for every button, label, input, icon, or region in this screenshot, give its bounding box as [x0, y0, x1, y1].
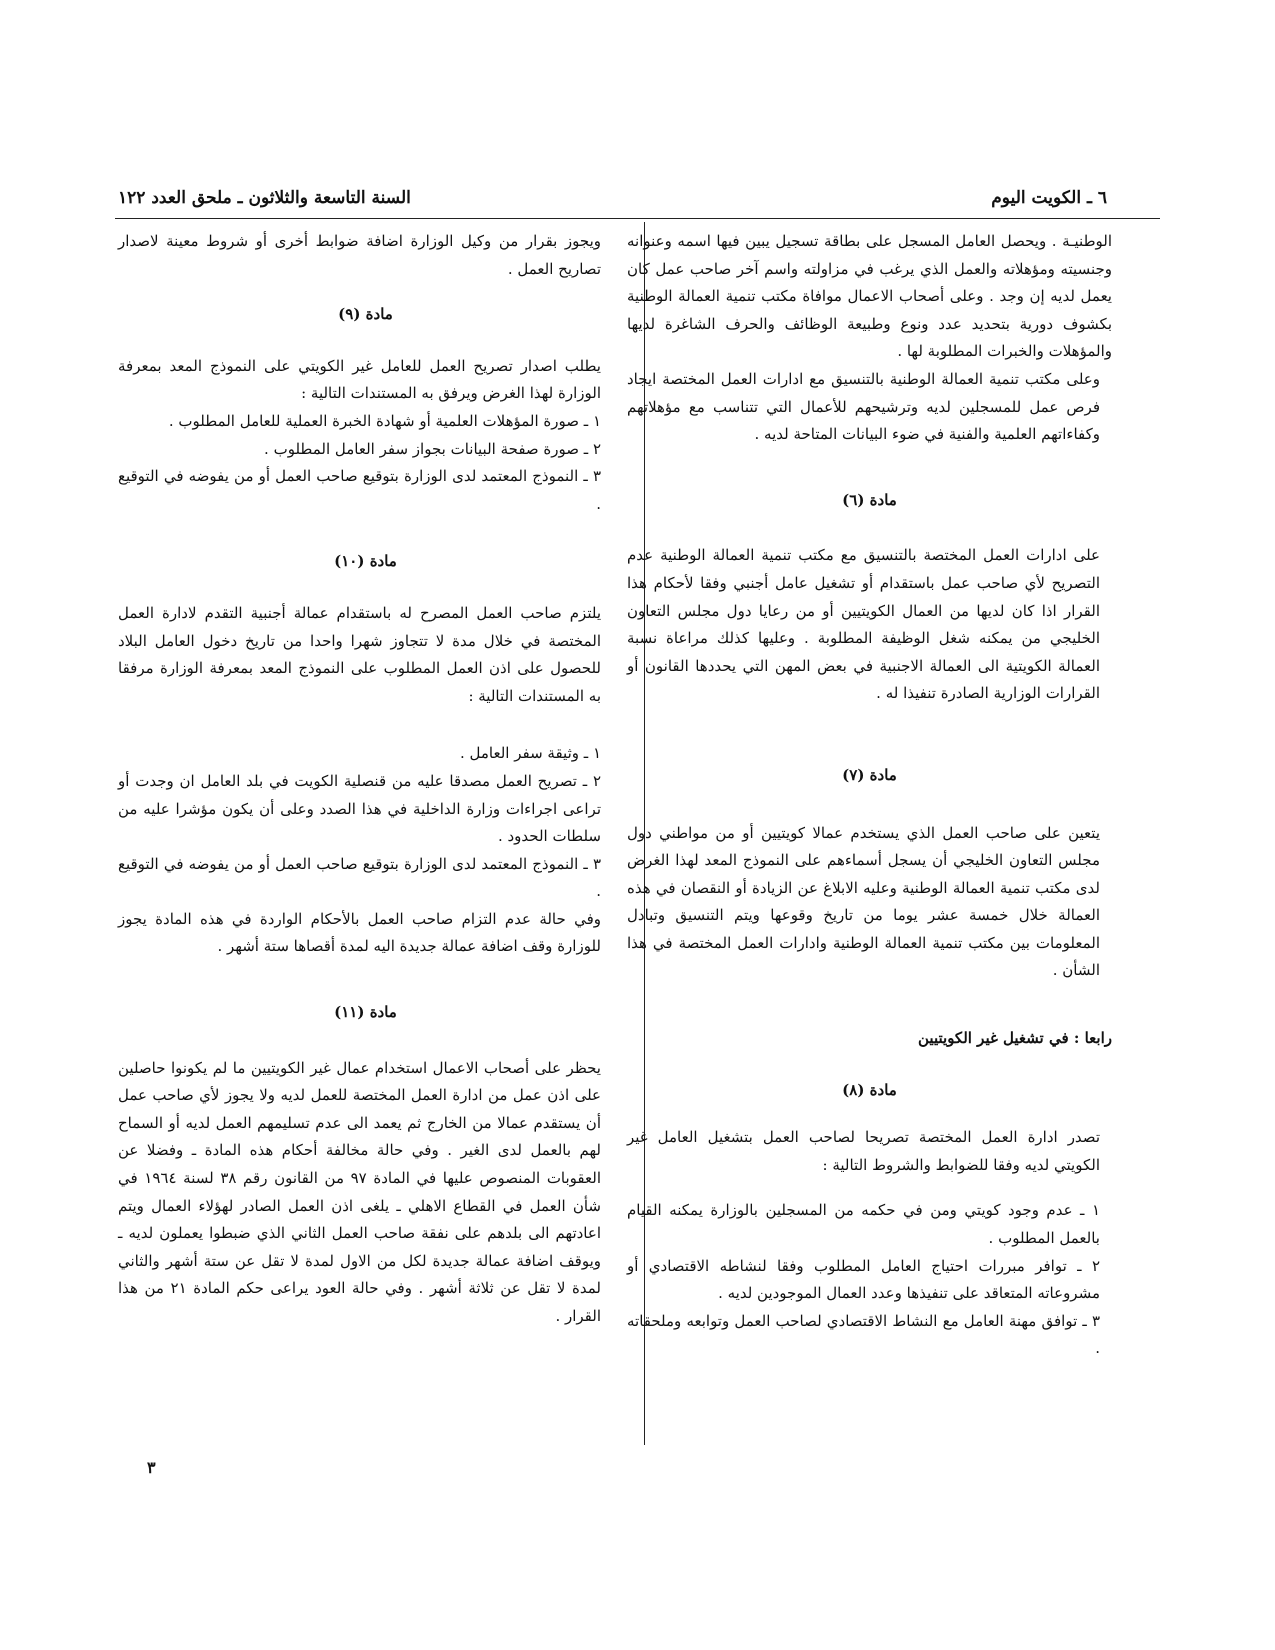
article-heading: مادة (٦): [842, 490, 897, 509]
left-column: [118, 228, 613, 1331]
list-item: ٣ ـ توافق مهنة العامل مع النشاط الاقتصادي لصاحب العمل وتوابعه وملحقاته .: [627, 1311, 1100, 1358]
paragraph: يتعين على صاحب العمل الذي يستخدم عمالا كويتيين أو من مواطني دول مجلس التعاون الخليجي أن يسجل أسماءهم على النموذج المعد لهذا الغرض لدى مكتب تنمية العمالة الوطنية وعليه الابلاغ عن الزيادة أو النقصان في هذه العمالة خلال خمسة عشر يوما من تاريخ وقوعها ويتم التنسيق وتبادل المعلومات بين مكتب تنمية العمالة الوطنية وادارات العمل المختصة في هذا الشأن .: [627, 823, 1100, 980]
list-item: ١ ـ وثيقة سفر العامل .: [459, 744, 601, 763]
section-heading: رابعا : في تشغيل غير الكويتيين: [918, 1029, 1112, 1048]
article-heading: مادة (٧): [842, 765, 897, 784]
paragraph: يحظر على أصحاب الاعمال استخدام عمال غير الكويتيين ما لم يكونوا حاصلين على اذن عمل من ادارة العمل المختصة للعمل لديه ولا يجوز لأي صاحب عمل أن يستقدم عمالا من الخارج ثم يعمد الى عدم تسليمهم العمل لديه أو السماح لهم بالعمل لدى الغير . وفي حالة مخالفة أحكام هذه المادة ـ وفضلا عن العقوبات المنصوص عليها في المادة ٩٧ من القانون رقم ٣٨ لسنة ١٩٦٤ في شأن العمل في القطاع الاهلي ـ يلغى اذن العمل الصادر لهؤلاء العمال ويتم اعادتهم الى بلدهم على نفقة صاحب العمل الثاني الذي ضبطوا يعملون لديه ـ ويوقف اضافة عمالة جديدة لكل من الاول لمدة لا تقل عن ستة أشهر والثاني لمدة لا تقل عن ثلاثة أشهر . وفي حالة العود يراعى حكم المادة ٢١ من هذا القرار .: [118, 1058, 601, 1325]
article-heading: مادة (٩): [338, 305, 393, 324]
list-item: ٣ ـ النموذج المعتمد لدى الوزارة بتوقيع صاحب العمل أو من يفوضه في التوقيع .: [118, 467, 601, 513]
right-column: [627, 228, 1112, 1363]
list-item: ٢ ـ توافر مبررات احتياج العامل المطلوب وفقا لنشاطه الاقتصادي أو مشروعاته المتعاقد على تنفيذها وعدد العمال الموجودين لديه .: [627, 1256, 1100, 1303]
list-item: ١ ـ عدم وجود كويتي ومن في حكمه من المسجلين بالوزارة يمكنه القيام بالعمل المطلوب .: [627, 1201, 1100, 1248]
list-item: ٢ ـ صورة صفحة البيانات بجواز سفر العامل المطلوب .: [264, 439, 601, 458]
list-item: ٢ ـ تصريح العمل مصدقا عليه من قنصلية الكويت في بلد العامل ان وجدت أو تراعى اجراءات وزارة الداخلية في هذا الصدد وعلى أن يكون مؤشرا عليه من سلطات الحدود .: [118, 771, 601, 846]
paragraph: تصدر ادارة العمل المختصة تصريحا لصاحب العمل بتشغيل العامل غير الكويتي لديه وفقا للضوابط والشروط التالية :: [627, 1128, 1100, 1174]
paragraph: يطلب اصدار تصريح العمل للعامل غير الكويتي على النموذج المعد بمعرفة الوزارة لهذا الغرض ويرفق به المستندات التالية :: [118, 356, 601, 403]
page-number: ٣: [147, 1458, 156, 1477]
header-rule: [115, 218, 1160, 219]
paragraph: يلتزم صاحب العمل المصرح له باستقدام عمالة أجنبية التقدم لادارة العمل المختصة في خلال مدة لا تتجاوز شهرا واحدا من تاريخ دخول العامل البلاد للحصول على اذن العمل المطلوب على النموذج المعد بمعرفة الوزارة مرفقا به المستندات التالية :: [118, 603, 601, 705]
paragraph: ويجوز بقرار من وكيل الوزارة اضافة ضوابط أخرى أو شروط معينة لاصدار تصاريح العمل .: [118, 232, 601, 278]
article-heading: مادة (٨): [842, 1080, 897, 1099]
article-heading: مادة (١٠): [334, 552, 397, 571]
list-item: ١ ـ صورة المؤهلات العلمية أو شهادة الخبرة العملية للعامل المطلوب .: [168, 411, 601, 430]
paragraph: على ادارات العمل المختصة بالتنسيق مع مكتب تنمية العمالة الوطنية عدم التصريح لأي صاحب عمل باستقدام أو تشغيل عامل أجنبي وفقا لأحكام هذا القرار اذا كان لديها من العمال الكويتيين أو من رعايا دول مجلس التعاون الخليجي من يمكنه شغل الوظيفة المطلوبة . وعليها كذلك مراعاة نسبة العمالة الكويتية الى العمالة الاجنبية في بعض المهن التي يحددها القانون أو القرارات الوزارية الصادرة تنفيذا له .: [627, 546, 1100, 703]
article-heading: مادة (١١): [334, 1003, 397, 1022]
paragraph: الوطنيـة . ويحصل العامل المسجل على بطاقة تسجيل يبين فيها اسمه وعنوانه وجنسيته ومؤهلاته والعمل الذي يرغب في مزاولته واسم آخر صاحب عمل كان يعمل لديه إن وجد . وعلى أصحاب الاعمال موافاة مكتب تنمية العمالة الوطنية بكشوف دورية بتحديد عدد ونوع وطبيعة الوظائف والحرف الشاغرة لديها والمؤهلات والخبرات المطلوبة لها .: [627, 232, 1112, 361]
header-publication: ٦ ـ الكويت اليوم: [991, 188, 1107, 208]
list-item: ٣ ـ النموذج المعتمد لدى الوزارة بتوقيع صاحب العمل أو من يفوضه في التوقيع .: [118, 854, 601, 901]
header-issue: السنة التاسعة والثلاثون ـ ملحق العدد ١٢٢: [118, 188, 411, 208]
paragraph: وفي حالة عدم التزام صاحب العمل بالأحكام الواردة في هذه المادة يجوز للوزارة وقف اضافة عمالة جديدة اليه لمدة أقصاها ستة أشهر .: [118, 909, 601, 956]
paragraph: وعلى مكتب تنمية العمالة الوطنية بالتنسيق مع ادارات العمل المختصة ايجاد فرص عمل للمسجلين لديه وترشيحهم للأعمال التي تتناسب مع مؤهلاتهم وكفاءاتهم العلمية والفنية في ضوء البيانات المتاحة لديه .: [627, 369, 1100, 444]
